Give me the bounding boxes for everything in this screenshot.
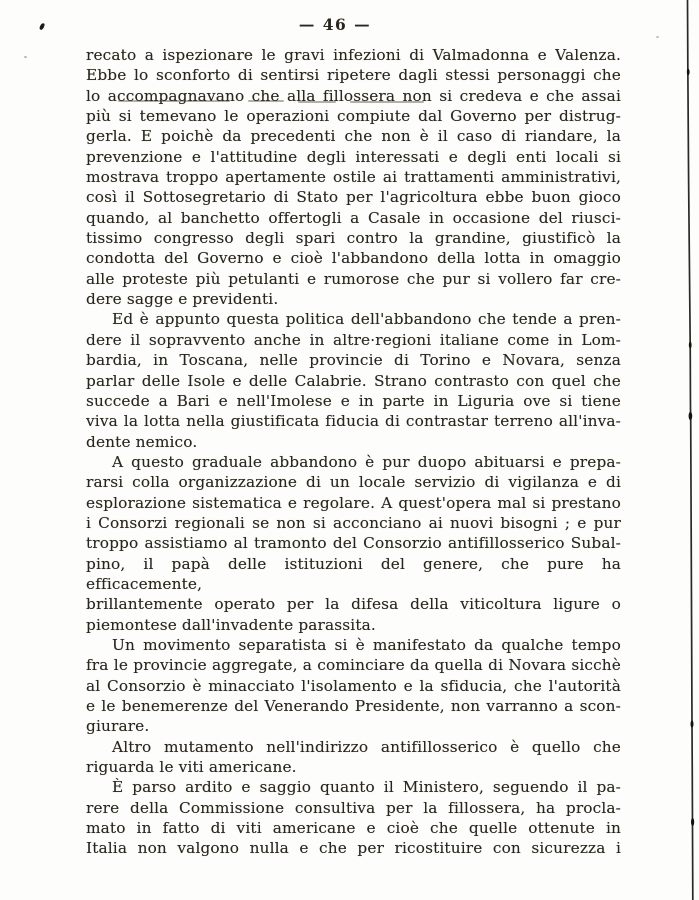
text-line: Ebbe lo sconforto di sentirsi ripetere dagli stessi personaggi che	[86, 66, 621, 85]
text-line: condotta del Governo e cioè l'abbandono della lotta in omaggio	[86, 249, 621, 268]
text-line: È parso ardito e saggio quanto il Ministero, seguendo il pa-	[112, 778, 621, 797]
text-line: A questo graduale abbandono è pur duopo abituarsi e prepa-	[112, 452, 621, 471]
text-line: prevenzione e l'attitudine degli interessati e degli enti locali si	[86, 147, 621, 166]
text-line: fra le provincie aggregate, a cominciare da quella di Novara sicchè	[86, 656, 621, 675]
text-line: giurare.	[86, 717, 150, 736]
text-line: piemontese dall'invadente parassita.	[86, 615, 376, 634]
text-line: Italia non valgono nulla e che per ricostituire con sicurezza i	[86, 839, 621, 858]
text-line: Ed è appunto questa politica dell'abbandono che tende a pren-	[112, 310, 621, 329]
text-line: dere il sopravvento anche in altre·regioni italiane come in Lom-	[86, 330, 621, 349]
scan-smudge-line	[118, 100, 230, 102]
text-block	[86, 45, 621, 859]
scan-smudge-line	[248, 100, 284, 102]
text-line: esplorazione sistematica e regolare. A quest'opera mal si prestano	[86, 493, 621, 512]
text-line: più si temevano le operazioni compiute dal Governo per distrug-	[86, 107, 621, 126]
page-edge-line	[669, 0, 699, 900]
text-line: al Consorzio è minacciato l'isolamento e la sfiducia, che l'autorità	[86, 676, 621, 695]
scan-smudge-line	[350, 101, 424, 103]
text-line: alle proteste più petulanti e rumorose che pur si vollero far cre-	[86, 269, 621, 288]
text-line: viva la lotta nella giustificata fiducia di contrastar terreno all'inva-	[86, 412, 621, 431]
text-line: e le benemerenze del Venerando Presidente, non varranno a scon-	[86, 697, 621, 715]
text-line: Un movimento separatista si è manifestato da qualche tempo	[112, 635, 621, 654]
text-line: così il Sottosegretario di Stato per l'agricoltura ebbe buon gioco	[86, 188, 621, 207]
text-line: rere della Commissione consultiva per la fillossera, ha procla-	[86, 798, 621, 817]
scan-smudge-line	[298, 101, 336, 103]
text-line: troppo assistiamo al tramonto del Consorzio antifillosserico Subal-	[86, 534, 621, 553]
text-line: rarsi colla organizzazione di un locale servizio di vigilanza e di	[86, 473, 621, 492]
text-line: lo accompagnavano che alla fillossera non si credeva e che assai	[86, 86, 621, 105]
text-line: riguarda le viti americane.	[86, 758, 297, 777]
text-line: mostrava troppo apertamente ostile ai trattamenti amministrativi,	[86, 168, 621, 187]
text-line: i Consorzi regionali se non si acconciano ai nuovi bisogni ; e pur	[86, 513, 621, 532]
faint-speck	[24, 56, 27, 58]
text-line: bardia, in Toscana, nelle provincie di Torino e Novara, senza	[86, 351, 621, 370]
page-number-header: — 46 —	[298, 15, 372, 34]
text-line: recato a ispezionare le gravi infezioni di Valmadonna e Valenza.	[86, 46, 621, 64]
text-line: gerla. E poichè da precedenti che non è il caso di riandare, la	[86, 127, 621, 146]
text-line: tissimo congresso degli spari contro la grandine, giustificò la	[86, 229, 621, 248]
text-line: mato in fatto di viti americane e cioè che quelle ottenute in	[86, 819, 621, 838]
text-line: quando, al banchetto offertogli a Casale in occasione del riusci-	[86, 208, 621, 227]
faint-speck	[656, 36, 659, 38]
text-line: dere sagge e previdenti.	[86, 290, 279, 309]
text-line: parlar delle Isole e delle Calabrie. Strano contrasto con quel che	[86, 371, 621, 390]
text-line: succede a Bari e nell'Imolese e in parte in Liguria ove si tiene	[86, 391, 621, 410]
text-line: dente nemico.	[86, 432, 198, 451]
text-line: pino, il papà delle istituzioni del genere, che pure ha efficacemente,	[86, 554, 621, 593]
text-line: brillantemente operato per la difesa della viticoltura ligure o	[86, 595, 621, 614]
text-line: Altro mutamento nell'indirizzo antifillosserico è quello che	[112, 737, 621, 756]
